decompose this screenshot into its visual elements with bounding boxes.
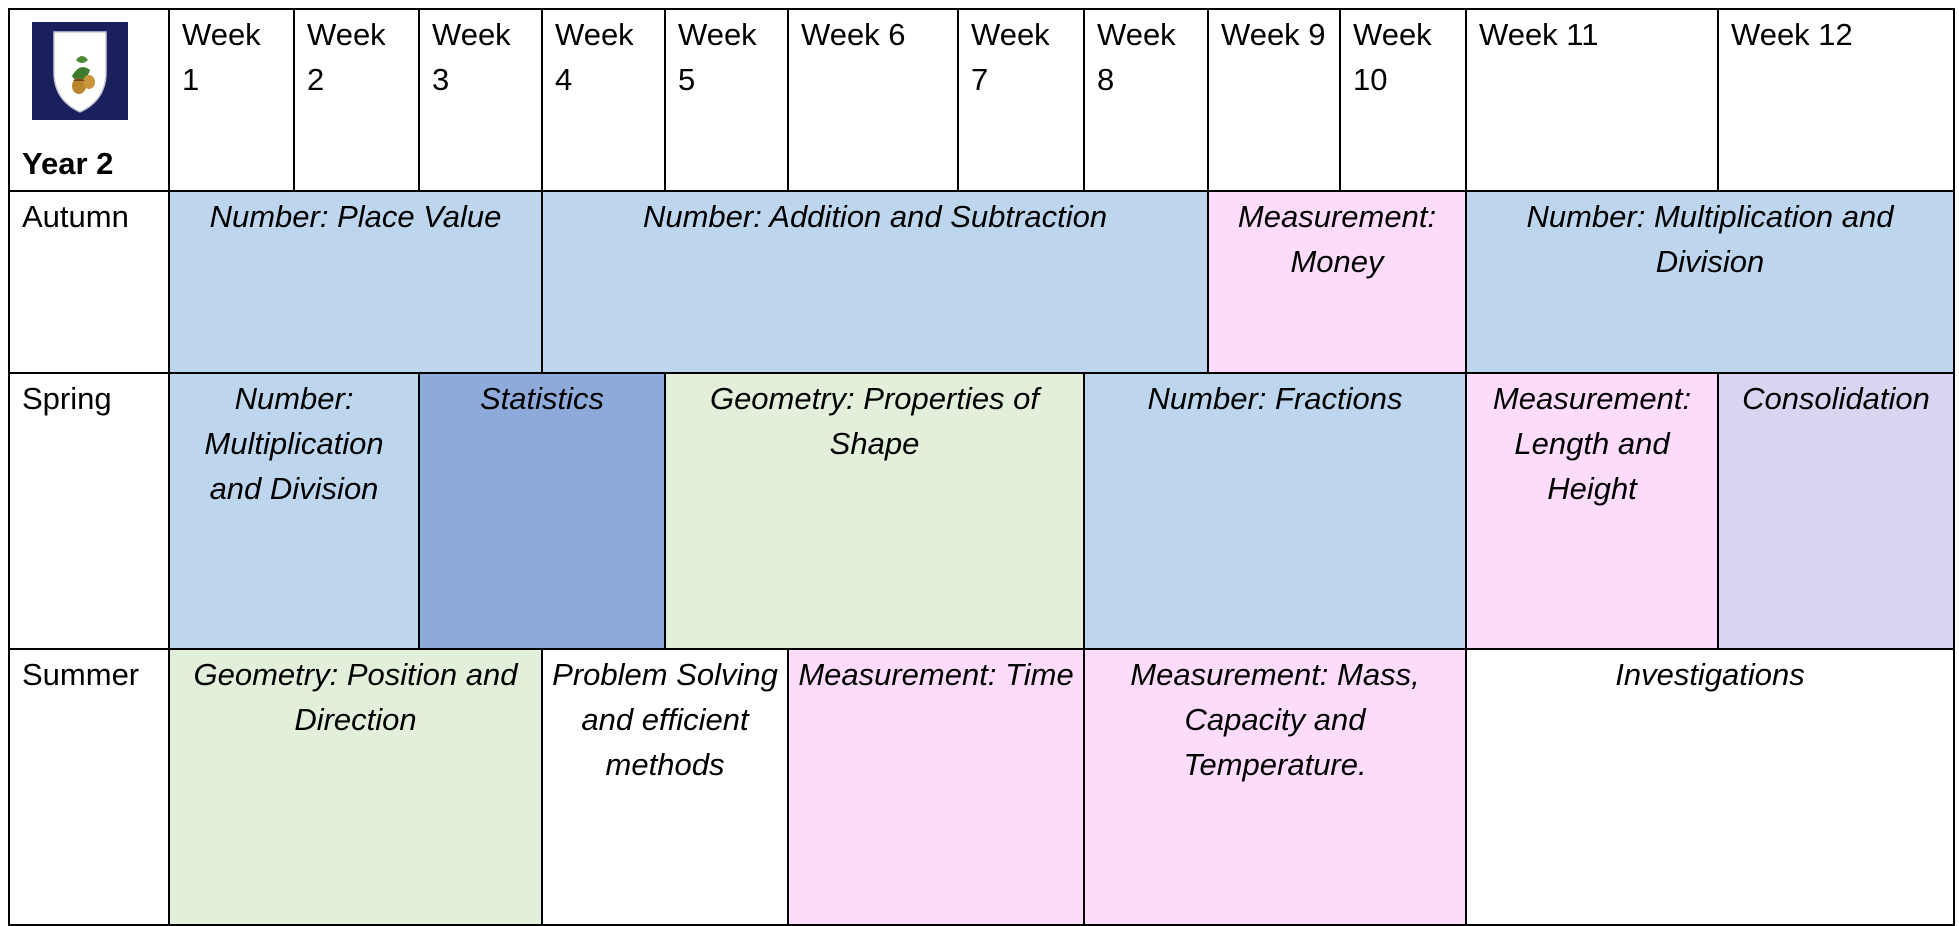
term-label-autumn: Autumn bbox=[9, 191, 169, 373]
week-header: Week 4 bbox=[542, 9, 665, 191]
topic-block: Number: Multiplication and Division bbox=[169, 373, 419, 649]
topic-block: Number: Addition and Subtraction bbox=[542, 191, 1208, 373]
topic-block: Number: Multiplication and Division bbox=[1466, 191, 1954, 373]
header-row bbox=[9, 9, 1954, 191]
topic-block: Problem Solving and efficient methods bbox=[542, 649, 788, 925]
week-header: Week 6 bbox=[788, 9, 958, 191]
week-header: Week 1 bbox=[169, 9, 294, 191]
topic-block: Number: Fractions bbox=[1084, 373, 1466, 649]
year2-maths-overview-table bbox=[8, 8, 1955, 926]
week-header: Week 5 bbox=[665, 9, 788, 191]
week-header: Week 12 bbox=[1718, 9, 1954, 191]
autumn-row bbox=[9, 191, 1954, 373]
week-header: Week 3 bbox=[419, 9, 542, 191]
year-label: Year 2 bbox=[22, 146, 114, 181]
topic-block: Statistics bbox=[419, 373, 665, 649]
week-header: Week 9 bbox=[1208, 9, 1340, 191]
week-header: Week 10 bbox=[1340, 9, 1466, 191]
week-header: Week 7 bbox=[958, 9, 1084, 191]
topic-block: Measurement: Money bbox=[1208, 191, 1466, 373]
week-header: Week 2 bbox=[294, 9, 419, 191]
topic-block: Investigations bbox=[1466, 649, 1954, 925]
term-label-spring: Spring bbox=[9, 373, 169, 649]
term-label-summer: Summer bbox=[9, 649, 169, 925]
logo-cell bbox=[9, 9, 169, 191]
topic-block: Measurement: Mass, Capacity and Temperature. bbox=[1084, 649, 1466, 925]
summer-row bbox=[9, 649, 1954, 925]
topic-block: Measurement: Time bbox=[788, 649, 1084, 925]
topic-block: Number: Place Value bbox=[169, 191, 542, 373]
week-header: Week 11 bbox=[1466, 9, 1718, 191]
topic-block: Consolidation bbox=[1718, 373, 1954, 649]
week-header: Week 8 bbox=[1084, 9, 1208, 191]
topic-block: Measurement: Length and Height bbox=[1466, 373, 1718, 649]
topic-block: Geometry: Properties of Shape bbox=[665, 373, 1084, 649]
topic-block: Geometry: Position and Direction bbox=[169, 649, 542, 925]
spring-row bbox=[9, 373, 1954, 649]
school-crest-logo bbox=[32, 22, 128, 120]
